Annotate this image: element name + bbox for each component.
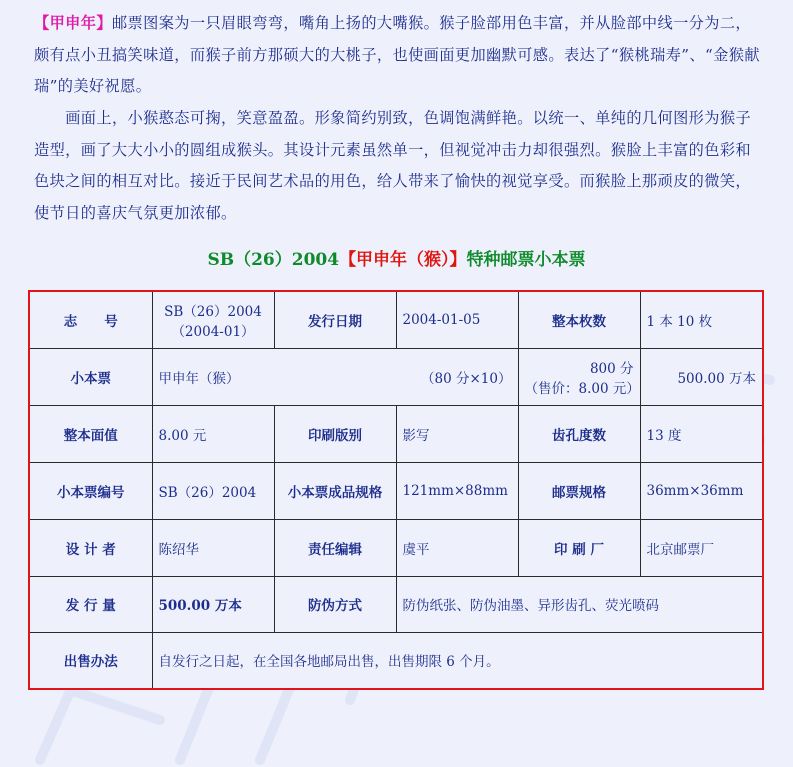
title-suffix: 特种邮票小本票 [466,250,586,270]
label-editor: 责任编辑 [274,519,396,576]
label-face-value: 整本面值 [29,405,152,462]
value-circulation: 500.00 万本 [152,576,274,632]
value-booklet-price [518,348,640,405]
label-sales-method: 出售办法 [29,632,152,689]
value-booklet-volume: 500.00 万本 [640,348,763,405]
value-booklet [152,348,518,405]
description-paragraph [34,103,762,229]
label-perforation: 齿孔度数 [518,405,640,462]
value-sales-method: 自发行之日起，在全国各地邮局出售，出售期限 6 个月。 [152,632,763,689]
label-stamp-size: 邮票规格 [518,462,640,519]
label-booklet: 小本票 [29,348,152,405]
table-row [29,405,763,462]
booklet-qty: （80 分×10） [421,370,512,387]
section-title [0,245,793,270]
value-booklet-size: 121mm×88mm [396,462,518,519]
serial-sub: （2004-01） [171,323,255,340]
label-print-method: 印刷版别 [274,405,396,462]
intro-text: 邮票图案为一只眉眼弯弯，嘴角上扬的大嘴猴。猴子脸部用色丰富，并从脸部中线一分为二，颇有点小丑搞笑味道，而猴子前方那硕大的大桃子，也使画面更加幽默可感。表达了“猴桃瑞寿”、“金猴献瑞”的美好祝愿。 [34,14,760,95]
value-stamp-size: 36mm×36mm [640,462,763,519]
label-serial: 志 号 [29,291,152,348]
value-print-method: 影写 [396,405,518,462]
table-row [29,576,763,632]
booklet-name: 甲申年（猴） [158,370,240,387]
serial-code: SB（26）2004 [164,303,262,320]
label-designer: 设 计 者 [29,519,152,576]
table-row [29,348,763,405]
stamp-info-table [28,290,764,690]
value-count: 1 本 10 枚 [640,291,763,348]
value-booklet-number: SB（26）2004 [152,462,274,519]
issue-name-highlight: 【甲申年】 [34,14,112,32]
label-circulation: 发 行 量 [29,576,152,632]
price-sale: （售价：8.00 元） [524,380,640,397]
value-perforation: 13 度 [640,405,763,462]
value-serial [152,291,274,348]
value-anti-counterfeit: 防伪纸张、防伪油墨、异形齿孔、荧光喷码 [396,576,763,632]
table-row [29,291,763,348]
value-issue-date: 2004-01-05 [396,291,518,348]
label-anti-counterfeit: 防伪方式 [274,576,396,632]
value-printer: 北京邮票厂 [640,519,763,576]
value-designer: 陈绍华 [152,519,274,576]
table-row [29,519,763,576]
label-booklet-number: 小本票编号 [29,462,152,519]
title-code: SB（26）2004 [207,250,340,270]
table-row [29,462,763,519]
description-text: 画面上，小猴憨态可掬，笑意盈盈。形象简约别致，色调饱满鲜艳。以统一、单纯的几何图形为猴子造型，画了大大小小的圆组成猴头。其设计元素虽然单一，但视觉冲击力却很强烈。猴脸上丰富的色彩和色块之间的相互对比。接近于民间艺术品的用色，给人带来了愉快的视觉享受。而猴脸上那顽皮的微笑，使节日的喜庆气氛更加浓郁。 [34,109,752,222]
title-issue: 【甲申年（猴）】 [339,250,467,270]
label-booklet-size: 小本票成品规格 [274,462,396,519]
table-row [29,632,763,689]
label-count: 整本枚数 [518,291,640,348]
intro-paragraph [34,8,762,103]
value-editor: 虞平 [396,519,518,576]
label-issue-date: 发行日期 [274,291,396,348]
value-face-value: 8.00 元 [152,405,274,462]
price-face: 800 分 [589,360,634,377]
label-printer: 印 刷 厂 [518,519,640,576]
